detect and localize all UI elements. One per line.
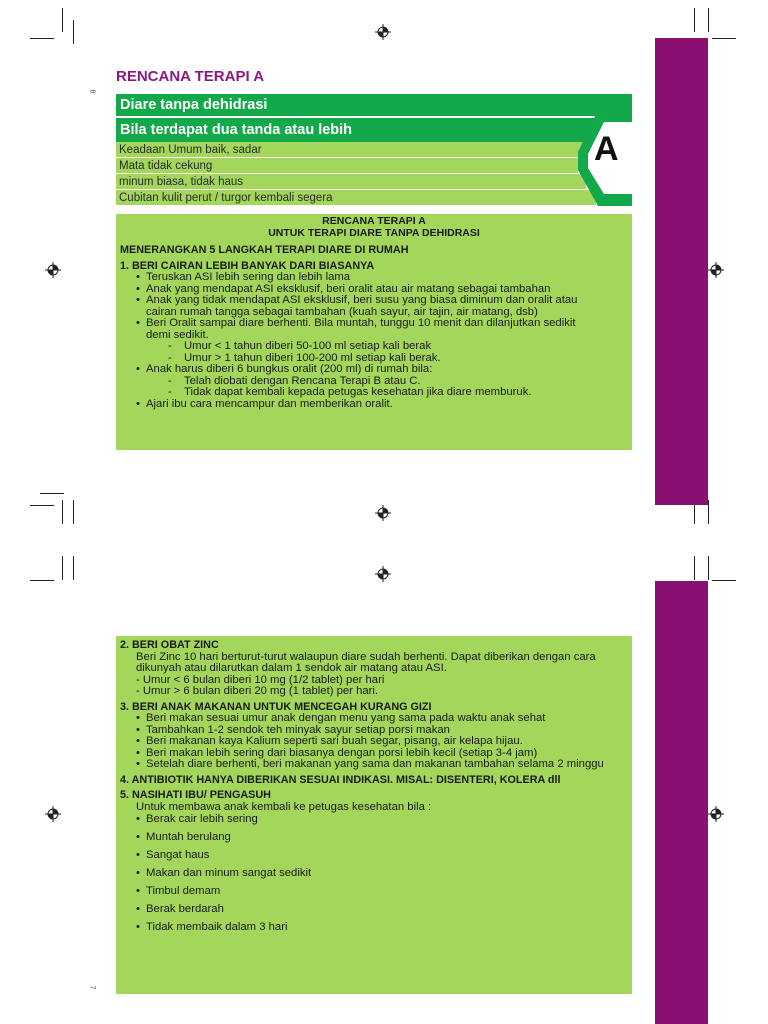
- plan-title: RENCANA TERAPI A: [322, 215, 426, 227]
- crop-mark: [62, 500, 63, 524]
- list-item: • Berak cair lebih sering: [120, 814, 628, 826]
- list-item: • Teruskan ASI lebih sering dan lebih lama: [120, 272, 628, 284]
- list-item: • Beri makan sesuai umur anak dengan menu yang sama pada waktu anak sehat: [120, 713, 628, 725]
- list-item: • Sangat haus: [120, 850, 628, 862]
- crop-mark: [712, 38, 736, 39]
- crop-mark: [712, 580, 736, 581]
- paragraph-line: - Umur < 6 bulan diberi 10 mg (1/2 tablet) per hari: [136, 673, 385, 686]
- crop-mark: [708, 8, 709, 32]
- list-item: • Tambahkan 1-2 sendok teh minyak sayur setiap porsi makan: [120, 725, 628, 737]
- crop-mark: [694, 556, 695, 580]
- list-item: • Berak berdarah: [120, 904, 628, 916]
- step3-list: [120, 713, 628, 771]
- sub-item: - Tidak dapat kembali kepada petugas kesehatan jika diare memburuk.: [120, 387, 628, 399]
- list-item: • Beri makanan kaya Kalium seperti sari buah segar, pisang, air kelapa hijau.: [120, 736, 628, 748]
- crop-mark: [694, 8, 695, 32]
- registration-mark-icon: [708, 262, 724, 278]
- paragraph-line: - Umur > 6 bulan diberi 20 mg (1 tablet) per hari.: [136, 685, 379, 697]
- crop-mark: [708, 556, 709, 580]
- sign-row: Cubitan kulit perut / turgor kembali segera: [116, 190, 596, 206]
- paragraph-line: dikunyah atau dilarutkan dalam 1 sendok air matang atau ASI.: [136, 662, 447, 674]
- registration-mark-icon: [375, 24, 391, 40]
- list-item-continuation: cairan rumah tangga sebagai tambahan (kuah sayur, air tajin, air matang, dsb): [146, 305, 538, 318]
- paragraph-line: Beri Zinc 10 hari berturut-turut walaupun diare sudah berhenti. Dapat diberikan dengan cara: [136, 650, 596, 663]
- step-heading: 4. ANTIBIOTIK HANYA DIBERIKAN SESUAI INDIKASI. MISAL: DISENTERI, KOLERA dll: [120, 773, 561, 786]
- sub-item: - Umur < 1 tahun diberi 50-100 ml setiap kali berak: [120, 341, 628, 353]
- list-item: • Anak yang tidak mendapat ASI eksklusif, beri susu yang biasa diminum dan oralit atau: [120, 295, 628, 307]
- crop-mark: [62, 556, 63, 580]
- crop-mark: [40, 493, 64, 494]
- paragraph-line: Untuk membawa anak kembali ke petugas kesehatan bila :: [136, 800, 432, 813]
- list-item: • Setelah diare berhenti, beri makanan yang sama dan makanan tambahan selama 2 minggu: [120, 759, 628, 771]
- list-item: • Anak harus diberi 6 bungkus oralit (200 ml) di rumah bila:: [120, 364, 628, 376]
- step-heading: 5. NASIHATI IBU/ PENGASUH: [120, 789, 271, 801]
- crop-mark: [30, 505, 54, 506]
- registration-mark-icon: [708, 806, 724, 822]
- step5-list: [120, 814, 628, 934]
- crop-mark: [30, 580, 54, 581]
- step1-list: [120, 272, 628, 410]
- page-number-top: 6: [88, 89, 96, 94]
- crop-mark: [708, 500, 709, 524]
- list-item: • Ajari ibu cara mencampur dan memberikan oralit.: [120, 399, 628, 411]
- crop-mark: [73, 20, 74, 44]
- sub-item: - Umur > 1 tahun diberi 100-200 ml setiap kali berak.: [120, 353, 628, 365]
- section-title: RENCANA TERAPI A: [116, 68, 265, 85]
- step-heading: 2. BERI OBAT ZINC: [120, 639, 219, 651]
- registration-mark-icon: [45, 806, 61, 822]
- plan-badge-letter: A: [594, 130, 619, 168]
- sign-row: Mata tidak cekung: [116, 158, 578, 174]
- step-heading: 1. BERI CAIRAN LEBIH BANYAK DARI BIASANYA: [120, 259, 375, 272]
- plan-card-1: [116, 214, 632, 450]
- page-number-bottom: 7: [88, 985, 96, 990]
- side-band-bottom: [655, 581, 708, 1024]
- sign-row: minum biasa, tidak haus: [116, 174, 586, 190]
- sign-row: Keadaan Umum baik, sadar: [116, 142, 586, 158]
- list-item: • Timbul demam: [120, 886, 628, 898]
- sub-item: - Telah diobati dengan Rencana Terapi B atau C.: [120, 376, 628, 388]
- list-item-continuation: demi sedikit.: [146, 328, 209, 341]
- registration-mark-icon: [375, 505, 391, 521]
- list-item: • Beri makan lebih sering dari biasanya dengan porsi lebih kecil (setiap 3-4 jam): [120, 748, 628, 760]
- crop-mark: [73, 500, 74, 524]
- list-item: • Muntah berulang: [120, 832, 628, 844]
- header-row-diagnosis: Diare tanpa dehidrasi: [116, 94, 632, 116]
- header-row-criteria: Bila terdapat dua tanda atau lebih: [116, 118, 632, 142]
- registration-mark-icon: [375, 566, 391, 582]
- plan-subtitle: UNTUK TERAPI DIARE TANPA DEHIDRASI: [268, 226, 480, 239]
- list-item: • Makan dan minum sangat sedikit: [120, 868, 628, 880]
- registration-mark-icon: [45, 262, 61, 278]
- step-heading: 3. BERI ANAK MAKANAN UNTUK MENCEGAH KURANG GIZI: [120, 700, 432, 713]
- list-item: • Tidak membaik dalam 3 hari: [120, 922, 628, 934]
- crop-mark: [62, 8, 63, 32]
- list-item: • Beri Oralit sampai diare berhenti. Bila muntah, tunggu 10 menit dan dilanjutkan sedikit: [120, 318, 628, 330]
- crop-mark: [30, 38, 54, 39]
- crop-mark: [73, 556, 74, 580]
- plan-steps-heading: MENERANGKAN 5 LANGKAH TERAPI DIARE DI RUMAH: [120, 244, 409, 256]
- list-item: • Anak yang mendapat ASI eksklusif, beri oralit atau air matang sebagai tambahan: [120, 284, 628, 296]
- side-band-top: [655, 38, 708, 505]
- plan-card-2: [116, 636, 632, 994]
